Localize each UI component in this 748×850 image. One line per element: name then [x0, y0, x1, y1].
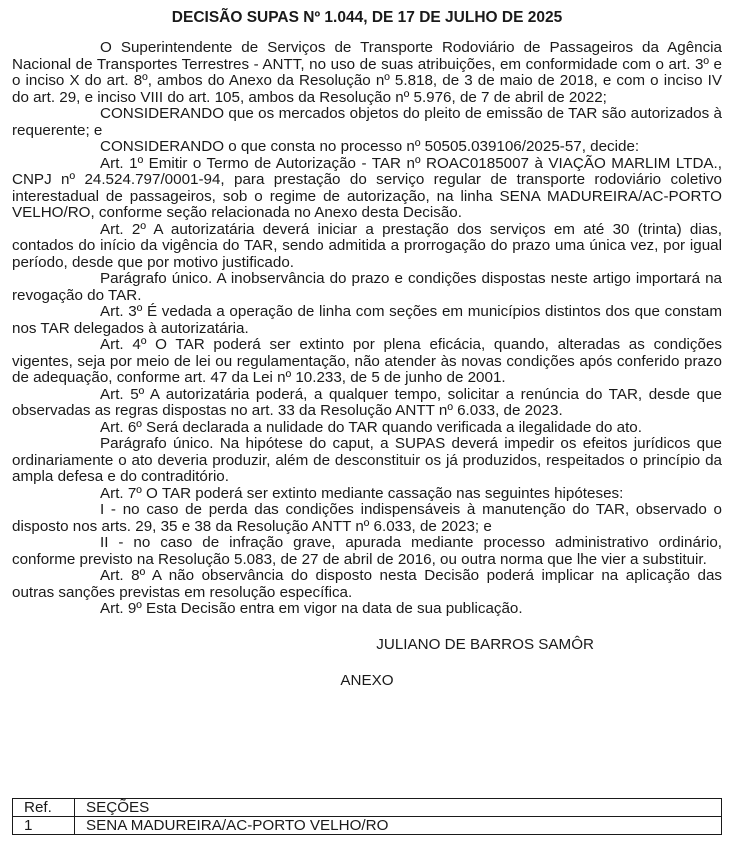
table-header-row: [13, 799, 722, 817]
header-ref: Ref.: [13, 799, 75, 817]
article-paragraph: Art. 9º Esta Decisão entra em vigor na data de sua publicação.: [100, 600, 523, 617]
document-body: [12, 40, 722, 618]
table-row: [13, 817, 722, 835]
document-title: DECISÃO SUPAS Nº 1.044, DE 17 DE JULHO DE 2025: [171, 9, 563, 26]
article-paragraph: Art. 6º Será declarada a nulidade do TAR quando verificada a ilegalidade do ato.: [100, 418, 642, 436]
article-paragraph: Art. 4º O TAR poderá ser extinto por plena eficácia, quando, alteradas as condições vigentes, seja por meio de lei ou regulamentação, não atender às novas condições após conferido prazo de adequação, conforme art. 47 da Lei nº 10.233, de 5 de junho de 2001.: [12, 336, 722, 386]
item-paragraph: I - no caso de perda das condições indispensáveis à manutenção do TAR, observado o disposto nos arts. 29, 35 e 38 da Resolução ANTT nº 6.033, de 2023; e: [12, 501, 722, 535]
document: [12, 8, 722, 690]
article-paragraph: Art. 1º Emitir o Termo de Autorização - TAR nº ROAC0185007 à VIAÇÃO MARLIM LTDA., CNPJ nº 24.524.797/0001-94, para prestação do serviço regular de transporte rodoviário coletivo interestadual de passageiros, sob o regime de autorização, na linha SENA MADUREIRA/AC-PORTO VELHO/RO, conforme seção relacionada no Anexo desta Decisão.: [12, 154, 722, 221]
considerando-paragraph: CONSIDERANDO que os mercados objetos do pleito de emissão de TAR são autorizados à requerente; e: [12, 105, 722, 139]
considerando-paragraph: CONSIDERANDO o que consta no processo nº 50505.039106/2025-57, decide:: [100, 138, 640, 155]
cell-ref: 1: [13, 817, 75, 835]
sole-paragraph: Parágrafo único. Na hipótese do caput, a SUPAS deverá impedir os efeitos jurídicos que ordinariamente o ato deveria produzir, além de desconstituir os já produzidos, respeitados o princípio da ampla defesa e do contraditório.: [12, 435, 722, 485]
article-paragraph: Art. 2º A autorizatária deverá iniciar a prestação dos serviços em até 30 (trinta) dias, contados do início da vigência do TAR, sendo admitida a prorrogação do prazo uma única vez, por igual período, desde que por motivo justificado.: [12, 220, 722, 271]
preamble-paragraph: O Superintendente de Serviços de Transporte Rodoviário de Passageiros da Agência Nacional de Transportes Terrestres - ANTT, no uso de suas atribuições, em conformidade com o art. 3º e o inciso X do art. 8º, ambos do Anexo da Resolução nº 5.818, de 3 de maio de 2018, e com o inciso IV do art. 29, e inciso VIII do art. 105, ambos da Resolução nº 5.976, de 7 de abril de 2022;: [12, 39, 722, 106]
header-secoes: SEÇÕES: [75, 799, 722, 817]
article-paragraph: Art. 8º A não observância do disposto nesta Decisão poderá implicar na aplicação das outras sanções previstas em resolução específica.: [12, 567, 722, 601]
signature: JULIANO DE BARROS SAMÔR: [376, 635, 594, 653]
annex-title: ANEXO: [340, 671, 394, 689]
article-paragraph: Art. 7º O TAR poderá ser extinto mediante cassação nas seguintes hipóteses:: [100, 484, 624, 502]
annex-table: [12, 798, 722, 835]
sole-paragraph: Parágrafo único. A inobservância do prazo e condições dispostas neste artigo importará na revogação do TAR.: [12, 270, 722, 304]
cell-secao: SENA MADUREIRA/AC-PORTO VELHO/RO: [75, 817, 722, 835]
item-paragraph: II - no caso de infração grave, apurada mediante processo administrativo ordinário, conforme previsto na Resolução 5.083, de 27 de abril de 2016, ou outra norma que lhe vier a substituir.: [12, 534, 722, 568]
article-paragraph: Art. 3º É vedada a operação de linha com seções em municípios distintos dos que constam nos TAR delegados à autorizatária.: [12, 303, 722, 337]
article-paragraph: Art. 5º A autorizatária poderá, a qualquer tempo, solicitar a renúncia do TAR, desde que observadas as regras dispostas no art. 33 da Resolução ANTT nº 6.033, de 2023.: [12, 385, 722, 419]
